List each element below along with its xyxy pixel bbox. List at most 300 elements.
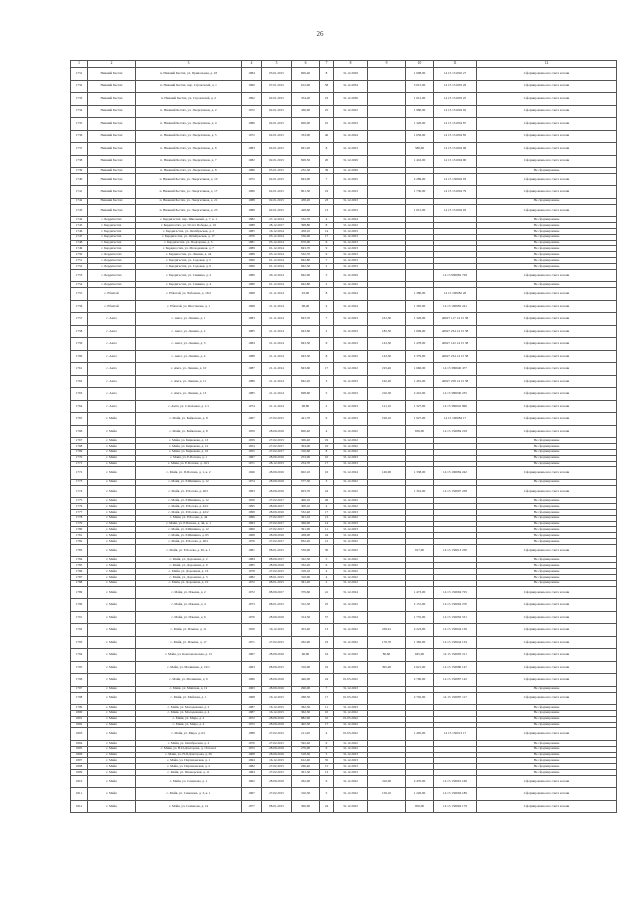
cell-address: с. Амга, ул. С.Каланов, д. 1/1 (136, 400, 242, 413)
cell-status: Сформированы все счета и пени (477, 269, 617, 282)
cell-account-number: 14 15 150097 238 (434, 485, 477, 498)
cell-year-built: 1986 (242, 168, 262, 174)
cell-area: 262,00 (292, 775, 320, 788)
cell-settlement: г. Бердигестях (88, 246, 136, 252)
cell-address: п. Нижний Бестях, ул. Энергетиков, д. 10 (136, 173, 242, 186)
cell-year-built: 1967 (242, 413, 262, 426)
cell-area: 842,50 (292, 263, 320, 269)
cell-contribution: 143,30 (368, 338, 406, 351)
cell-contribution (368, 485, 406, 498)
cell-address: г. Бердигестях, ул. Молодежная, д. 7 (136, 246, 242, 252)
cell-address: г. Бердигестях, ул. Октябрьская, д. 17 (136, 234, 242, 240)
cell-apartments-count: 25 (320, 105, 334, 118)
cell-apartments-count: 17 (320, 722, 334, 728)
cell-settlement: г. Майя (88, 752, 136, 758)
cell-repair-deadline: 31.12.2022 (334, 746, 368, 752)
cell-row-number: 1758 (71, 325, 88, 338)
cell-address: с. Майя, ул. Майская, д. 1 (136, 692, 242, 705)
cell-repair-deadline: 31.12.2029 (334, 68, 368, 81)
cell-area: 318,10 (292, 569, 320, 575)
cell-account-number: 14 15 131004 02 (434, 105, 477, 118)
cell-status: Сформированы все счета и пени (477, 325, 617, 338)
cell-status: Не сформированы (477, 509, 617, 515)
cell-settlement: г. Майя (88, 574, 136, 580)
cell-inclusion-date: 21.11.2014 (262, 300, 292, 313)
cell-settlement: г. Майя (88, 498, 136, 504)
cell-apartments-count: 17 (320, 461, 334, 467)
cell-apartments-count: 13 (320, 624, 334, 637)
cell-settlement: г. Майя (88, 775, 136, 788)
cell-address: с. Бердигестях, ул. Октябрьская, д. 2 (136, 228, 242, 234)
cell-address: с. Майя, ул. Н.П.Докторова, д. 16 пом.2 (136, 746, 242, 752)
cell-area: 882,90 (292, 716, 320, 722)
cell-contribution: 216,30 (368, 388, 406, 401)
cell-inclusion-date: 28.09.2016 (262, 752, 292, 758)
cell-apartments-count: 4 (320, 217, 334, 223)
cell-year-built: 1966 (242, 674, 262, 687)
cell-apartments-count: 7 (320, 258, 334, 264)
cell-status: Сформированы все счета и пени (477, 105, 617, 118)
cell-contribution: 176,70 (368, 636, 406, 649)
cell-balance: 917,00 (406, 544, 434, 557)
cell-status: Не сформированы (477, 461, 617, 467)
cell-apartments-count: 5 (320, 752, 334, 758)
cell-inclusion-date: 03.12.2014 (262, 252, 292, 258)
cell-balance: 1 416,00 (406, 155, 434, 168)
cell-row-number: 1733 (71, 93, 88, 106)
cell-area: 262,90 (292, 636, 320, 649)
cell-address: п. Нижний Бестях, ул. Строителей, д. 2 (136, 93, 242, 106)
cell-area: 691,20 (292, 143, 320, 156)
cell-balance: 1 980,00 (406, 105, 434, 118)
cell-address: с. Майя, ул. Р.Попова, д. 44, к. 1 (136, 521, 242, 527)
table-row (71, 313, 617, 326)
cell-status: Сформированы все счета и пени (477, 300, 617, 313)
cell-year-built: 1970 (242, 611, 262, 624)
cell-status: Не сформированы (477, 246, 617, 252)
table-row (71, 155, 617, 168)
cell-apartments-count: 26 (320, 498, 334, 504)
cell-status: Не сформированы (477, 234, 617, 240)
cell-address: с. Майя, ул. Дорожная, д. 10 (136, 580, 242, 586)
cell-address: п. Нижний Бестях, пер. Строителей, д. 1 (136, 80, 242, 93)
cell-repair-deadline: 31.12.2022 (334, 580, 368, 586)
cell-row-number: 1763 (71, 388, 88, 401)
cell-settlement: с. Амга (88, 325, 136, 338)
cell-repair-deadline: 31.12.2023 (334, 240, 368, 246)
cell-balance: 2 700,00 (406, 674, 434, 687)
cell-inclusion-date: 28.09.2016 (262, 533, 292, 539)
cell-row-number: 1777 (71, 509, 88, 515)
cell-repair-deadline: 31.12.2023 (334, 186, 368, 199)
cell-inclusion-date: 01.12.2014 (262, 258, 292, 264)
cell-repair-deadline: 31.12.2023 (334, 770, 368, 776)
cell-status: Сформированы все счета и пени (477, 800, 617, 813)
cell-row-number: 1784 (71, 557, 88, 563)
cell-repair-deadline: 31.12.2022 (334, 722, 368, 728)
cell-settlement: Нижний Бестях (88, 68, 136, 81)
cell-balance: 1 326,00 (406, 118, 434, 131)
cell-year-built: 1971 (242, 461, 262, 467)
cell-settlement: г. Майя (88, 800, 136, 813)
cell-address: с. Амга, ул. Ленина, д. 4 (136, 350, 242, 363)
cell-repair-deadline: 31.12.2024 (334, 217, 368, 223)
cell-year-built: 1988 (242, 204, 262, 217)
cell-balance: 3 615,00 (406, 80, 434, 93)
cell-row-number: 1794 (71, 649, 88, 662)
cell-repair-deadline: 01.05.2022 (334, 716, 368, 722)
cell-address: с. Майя, ул. Октябрьская, д. 2 (136, 740, 242, 746)
cell-contribution (368, 692, 406, 705)
cell-balance: 950,00 (406, 800, 434, 813)
cell-repair-deadline: 31.12.2023 (334, 400, 368, 413)
cell-settlement: г. Майя (88, 509, 136, 515)
cell-inclusion-date: 28.12.2015 (262, 461, 292, 467)
cell-apartments-count: 12 (320, 539, 334, 545)
table-row (71, 728, 617, 741)
table-row (71, 788, 617, 801)
cell-area: 843,70 (292, 246, 320, 252)
cell-status: Сформированы все счета и пени (477, 611, 617, 624)
cell-account-number: 40627 234 14 15 38 (434, 325, 477, 338)
cell-year-built: 1990 (242, 80, 262, 93)
cell-apartments-count: 58 (320, 80, 334, 93)
cell-balance: 2 223,00 (406, 624, 434, 637)
cell-year-built: 1988 (242, 198, 262, 204)
cell-area: 518,30 (292, 752, 320, 758)
cell-settlement: г. Майя (88, 563, 136, 569)
cell-status: Сформированы все счета и пени (477, 80, 617, 93)
cell-account-number: 14 15 190082 26 (434, 288, 477, 301)
cell-year-built: 1987 (242, 363, 262, 376)
cell-row-number: 1780 (71, 527, 88, 533)
table-row (71, 350, 617, 363)
cell-contribution (368, 204, 406, 217)
cell-address: п. Нижний Бестях, ул. Энергетиков, д. 7 (136, 155, 242, 168)
cell-row-number: 1782 (71, 539, 88, 545)
cell-area: 843,70 (292, 313, 320, 326)
cell-address: с. Майя, ул. Мира, д. 4 (136, 722, 242, 728)
cell-status: Не сформированы (477, 449, 617, 455)
cell-apartments-count: 24 (320, 800, 334, 813)
cell-address: с. Майя, ул. Н.П.Докторова, д. 26 (136, 752, 242, 758)
cell-status: Не сформированы (477, 198, 617, 204)
cell-year-built: 1971 (242, 636, 262, 649)
table-row (71, 661, 617, 674)
table-row (71, 325, 617, 338)
cell-repair-deadline: 31.12.2024 (334, 533, 368, 539)
table-header-row (71, 61, 617, 68)
cell-apartments-count: 11 (320, 527, 334, 533)
cell-area: 406,10 (292, 498, 320, 504)
cell-inclusion-date: 21.11.2014 (262, 350, 292, 363)
table-row (71, 599, 617, 612)
cell-year-built: 1968 (242, 533, 262, 539)
cell-status: Не сформированы (477, 240, 617, 246)
cell-row-number: 1789 (71, 586, 88, 599)
cell-area: 843,60 (292, 363, 320, 376)
table-row (71, 544, 617, 557)
cell-inclusion-date: 01.12.2014 (262, 282, 292, 288)
cell-row-number: 1736 (71, 130, 88, 143)
cell-area: 843,00 (292, 173, 320, 186)
cell-inclusion-date: 27.02.2015 (262, 788, 292, 801)
cell-year-built: 1982 (242, 764, 262, 770)
cell-year-built: 1989 (242, 269, 262, 282)
cell-apartments-count: 13 (320, 770, 334, 776)
cell-area: 316,30 (292, 788, 320, 801)
cell-repair-deadline: 31.12.2023 (334, 143, 368, 156)
cell-repair-deadline: 31.12.2023 (334, 764, 368, 770)
cell-status: Не сформированы (477, 521, 617, 527)
cell-row-number: 1809 (71, 770, 88, 776)
cell-inclusion-date: 08.09.2015 (262, 661, 292, 674)
cell-area: 603,70 (292, 485, 320, 498)
cell-status: Не сформированы (477, 740, 617, 746)
cell-contribution (368, 425, 406, 438)
cell-apartments-count: 19 (320, 186, 334, 199)
cell-balance: 1 491,00 (406, 375, 434, 388)
cell-repair-deadline: 31.12.2022 (334, 788, 368, 801)
cell-row-number: 1740 (71, 173, 88, 186)
cell-settlement: г. Майя (88, 467, 136, 480)
cell-year-built: 1990 (242, 258, 262, 264)
cell-area: 322,30 (292, 557, 320, 563)
cell-repair-deadline: 31.12.2022 (334, 438, 368, 444)
cell-address: с. Бердигестях, ул. Саввина, д. 2 (136, 269, 242, 282)
cell-repair-deadline: 31.12.2022 (334, 223, 368, 229)
cell-inclusion-date: 21.11.2014 (262, 338, 292, 351)
cell-year-built: 1967 (242, 649, 262, 662)
cell-area: 843,50 (292, 338, 320, 351)
cell-settlement: г. Бердигестях (88, 228, 136, 234)
cell-status: Не сформированы (477, 258, 617, 264)
cell-account-number: 14 15 131004 93 (434, 204, 477, 217)
cell-status: Не сформированы (477, 686, 617, 692)
cell-account-number: 14 15 150013 17 (434, 728, 477, 741)
cell-apartments-count: 19 (320, 93, 334, 106)
cell-balance: 1 380,00 (406, 288, 434, 301)
cell-settlement: г. Майя (88, 758, 136, 764)
cell-year-built: 1972 (242, 586, 262, 599)
cell-row-number: 1803 (71, 728, 88, 741)
cell-account-number: 40627 122 14 15 38 (434, 338, 477, 351)
cell-status: Не сформированы (477, 515, 617, 521)
cell-address: с. Амга, ул. Ленина, д. 10 (136, 363, 242, 376)
cell-year-built: 1987 (242, 710, 262, 716)
cell-area: 379,60 (292, 586, 320, 599)
cell-balance: 2 702,00 (406, 692, 434, 705)
cell-balance: 1 927,00 (406, 413, 434, 426)
cell-repair-deadline: 31.12.2022 (334, 649, 368, 662)
cell-year-built: 1984 (242, 557, 262, 563)
cell-balance: 1 405,00 (406, 728, 434, 741)
cell-contribution: 239,91 (368, 624, 406, 637)
table-row (71, 388, 617, 401)
cell-address: с. Майя, ул. Р.Лосева, д. 44 (136, 515, 242, 521)
cell-account-number: 14 15 150044 134 (434, 636, 477, 649)
table-row (71, 636, 617, 649)
cell-status: Не сформированы (477, 710, 617, 716)
cell-status: Сформированы все счета и пени (477, 388, 617, 401)
cell-account-number: 14 15 150094 270 (434, 599, 477, 612)
cell-area: 592,40 (292, 740, 320, 746)
cell-apartments-count: 2 (320, 282, 334, 288)
cell-contribution (368, 80, 406, 93)
cell-year-built: 1980 (242, 282, 262, 288)
column-header-repair-deadline: 8 (334, 61, 368, 68)
cell-inclusion-date: 02.01.2015 (262, 173, 292, 186)
cell-settlement: г. Майя (88, 533, 136, 539)
cell-row-number: 1773 (71, 479, 88, 485)
cell-inclusion-date: 01.12.2014 (262, 263, 292, 269)
cell-address: с. Бердигестях, ул. Садовая, д. 5 (136, 258, 242, 264)
cell-status: Не сформированы (477, 752, 617, 758)
cell-repair-deadline: 31.12.2023 (334, 228, 368, 234)
cell-year-built: 1970 (242, 740, 262, 746)
cell-apartments-count: 5 (320, 788, 334, 801)
cell-area: 828,50 (292, 155, 320, 168)
cell-account-number: 14 15 380040 235 (434, 388, 477, 401)
cell-inclusion-date: 28.09.2016 (262, 722, 292, 728)
cell-settlement: г. Майя (88, 580, 136, 586)
table-row (71, 800, 617, 813)
cell-row-number: 1769 (71, 449, 88, 455)
cell-inclusion-date: 27.02.2017 (262, 449, 292, 455)
cell-repair-deadline: 31.12.2024 (334, 288, 368, 301)
cell-apartments-count: 19 (320, 661, 334, 674)
cell-settlement: г. Майя (88, 728, 136, 741)
cell-address: с. Майя, ул. Р.Шишина, д. 12 (136, 498, 242, 504)
cell-status: Сформированы все счета и пени (477, 93, 617, 106)
cell-inclusion-date: 28.09.2016 (262, 716, 292, 722)
cell-contribution (368, 186, 406, 199)
cell-inclusion-date: 03.12.2014 (262, 234, 292, 240)
cell-repair-deadline: 31.12.2023 (334, 263, 368, 269)
cell-settlement: г. Майя (88, 692, 136, 705)
cell-settlement: г. Майя (88, 485, 136, 498)
cell-address: с. Майя, ул. Дорожная, д. 16 (136, 569, 242, 575)
cell-year-built: 1972 (242, 722, 262, 728)
cell-apartments-count: 2 (320, 263, 334, 269)
cell-area: 600,40 (292, 425, 320, 438)
cell-address: с. Майя, ул. Партизанская, д. 1 (136, 758, 242, 764)
cell-area: 300,00 (292, 800, 320, 813)
cell-apartments-count: 10 (320, 443, 334, 449)
cell-apartments-count: 13 (320, 515, 334, 521)
cell-area: 458,20 (292, 198, 320, 204)
cell-row-number: 1801 (71, 716, 88, 722)
cell-apartments-count: 4 (320, 574, 334, 580)
cell-contribution: 193,40 (368, 363, 406, 376)
cell-settlement: г. Майя (88, 764, 136, 770)
cell-address: с. Майя, ул. Р.Шишина, д. 12 (136, 479, 242, 485)
cell-address: с. Майя, ул. Байкалова, д. 8 (136, 413, 242, 426)
cell-inclusion-date: 28.12.2017 (262, 223, 292, 229)
cell-year-built: 1964 (242, 758, 262, 764)
cell-status: Сформированы все счета и пени (477, 485, 617, 498)
cell-account-number: 14 15 150013 230 (434, 544, 477, 557)
cell-repair-deadline: 31.12.2022 (334, 569, 368, 575)
cell-apartments-count: 25 (320, 599, 334, 612)
cell-year-built: 1973 (242, 599, 262, 612)
cell-address: с. Майя, ул. Ильина, д. 17 (136, 636, 242, 649)
table-row (71, 130, 617, 143)
cell-year-built: 1988 (242, 223, 262, 229)
cell-apartments-count: 16 (320, 467, 334, 480)
cell-inclusion-date: 21.11.2014 (262, 313, 292, 326)
cell-repair-deadline: 31.12.2029 (334, 155, 368, 168)
cell-address: п. Нижний Бестях, ул. Энергетиков, д. 8 (136, 168, 242, 174)
cell-account-number: 14 15 150094 186 (434, 788, 477, 801)
cell-row-number: 1746 (71, 228, 88, 234)
cell-inclusion-date: 27.02.2015 (262, 740, 292, 746)
cell-row-number: 1804 (71, 740, 88, 746)
cell-inclusion-date: 28.09.2016 (262, 746, 292, 752)
cell-contribution: 121,10 (368, 400, 406, 413)
cell-balance: 636,00 (406, 425, 434, 438)
cell-year-built: 1998 (242, 509, 262, 515)
cell-apartments-count: 9 (320, 252, 334, 258)
cell-account-number: 14 15 150094 179 (434, 800, 477, 813)
cell-inclusion-date: 27.02.2017 (262, 515, 292, 521)
cell-inclusion-date: 27.02.2015 (262, 438, 292, 444)
cell-status: Сформированы все счета и пени (477, 674, 617, 687)
cell-settlement: г. Майя (88, 710, 136, 716)
cell-row-number: 1811 (71, 788, 88, 801)
cell-contribution: 199,10 (368, 413, 406, 426)
cell-year-built: 1988 (242, 350, 262, 363)
cell-address: с. Майя, ул. Р.Лосева, д. 42/2 (136, 509, 242, 515)
cell-year-built: 1976 (242, 539, 262, 545)
cell-year-built: 1996 (242, 515, 262, 521)
cell-apartments-count: 2 (320, 580, 334, 586)
cell-address: с. Майя, ул. Семенова, д. 3, к. 1 (136, 788, 242, 801)
cell-balance: 586,00 (406, 143, 434, 156)
cell-settlement: г. Майя (88, 527, 136, 533)
cell-row-number: 1759 (71, 338, 88, 351)
cell-settlement: Нижний Бестях (88, 155, 136, 168)
cell-settlement: Нижний Бестях (88, 198, 136, 204)
cell-row-number: 1750 (71, 252, 88, 258)
cell-repair-deadline: 31.12.2023 (334, 455, 368, 461)
cell-year-built: 1960 (242, 527, 262, 533)
cell-inclusion-date: 21.11.2014 (262, 375, 292, 388)
cell-address: с. Майя, ул. Ильина, д. 11 (136, 624, 242, 637)
cell-repair-deadline: 31.12.2023 (334, 313, 368, 326)
cell-inclusion-date: 08.01.2015 (262, 580, 292, 586)
cell-address: с. Майя, ул. Пионерская, д. 11 (136, 770, 242, 776)
cell-inclusion-date: 27.02.2015 (262, 413, 292, 426)
cell-account-number: 14 15 150094 725 (434, 586, 477, 599)
cell-account-number: 14 15 150087 142 (434, 674, 477, 687)
cell-address: г. Бердигестях, ул. 50 лет Победы, д. 16 (136, 223, 242, 229)
cell-apartments-count: 14 (320, 521, 334, 527)
cell-area: 943,30 (292, 350, 320, 363)
cell-area: 366,00 (292, 521, 320, 527)
cell-address: с. Майя, ул. Дорожная, д. 9 (136, 563, 242, 569)
cell-row-number: 1761 (71, 363, 88, 376)
cell-row-number: 1787 (71, 574, 88, 580)
cell-area: 612,40 (292, 758, 320, 764)
housing-register-table (70, 60, 617, 813)
cell-area: 301,50 (292, 770, 320, 776)
cell-balance: 1 473,00 (406, 586, 434, 599)
cell-row-number: 1767 (71, 438, 88, 444)
cell-row-number: 1735 (71, 118, 88, 131)
cell-apartments-count: 6 (320, 563, 334, 569)
cell-year-built: 1977 (242, 800, 262, 813)
